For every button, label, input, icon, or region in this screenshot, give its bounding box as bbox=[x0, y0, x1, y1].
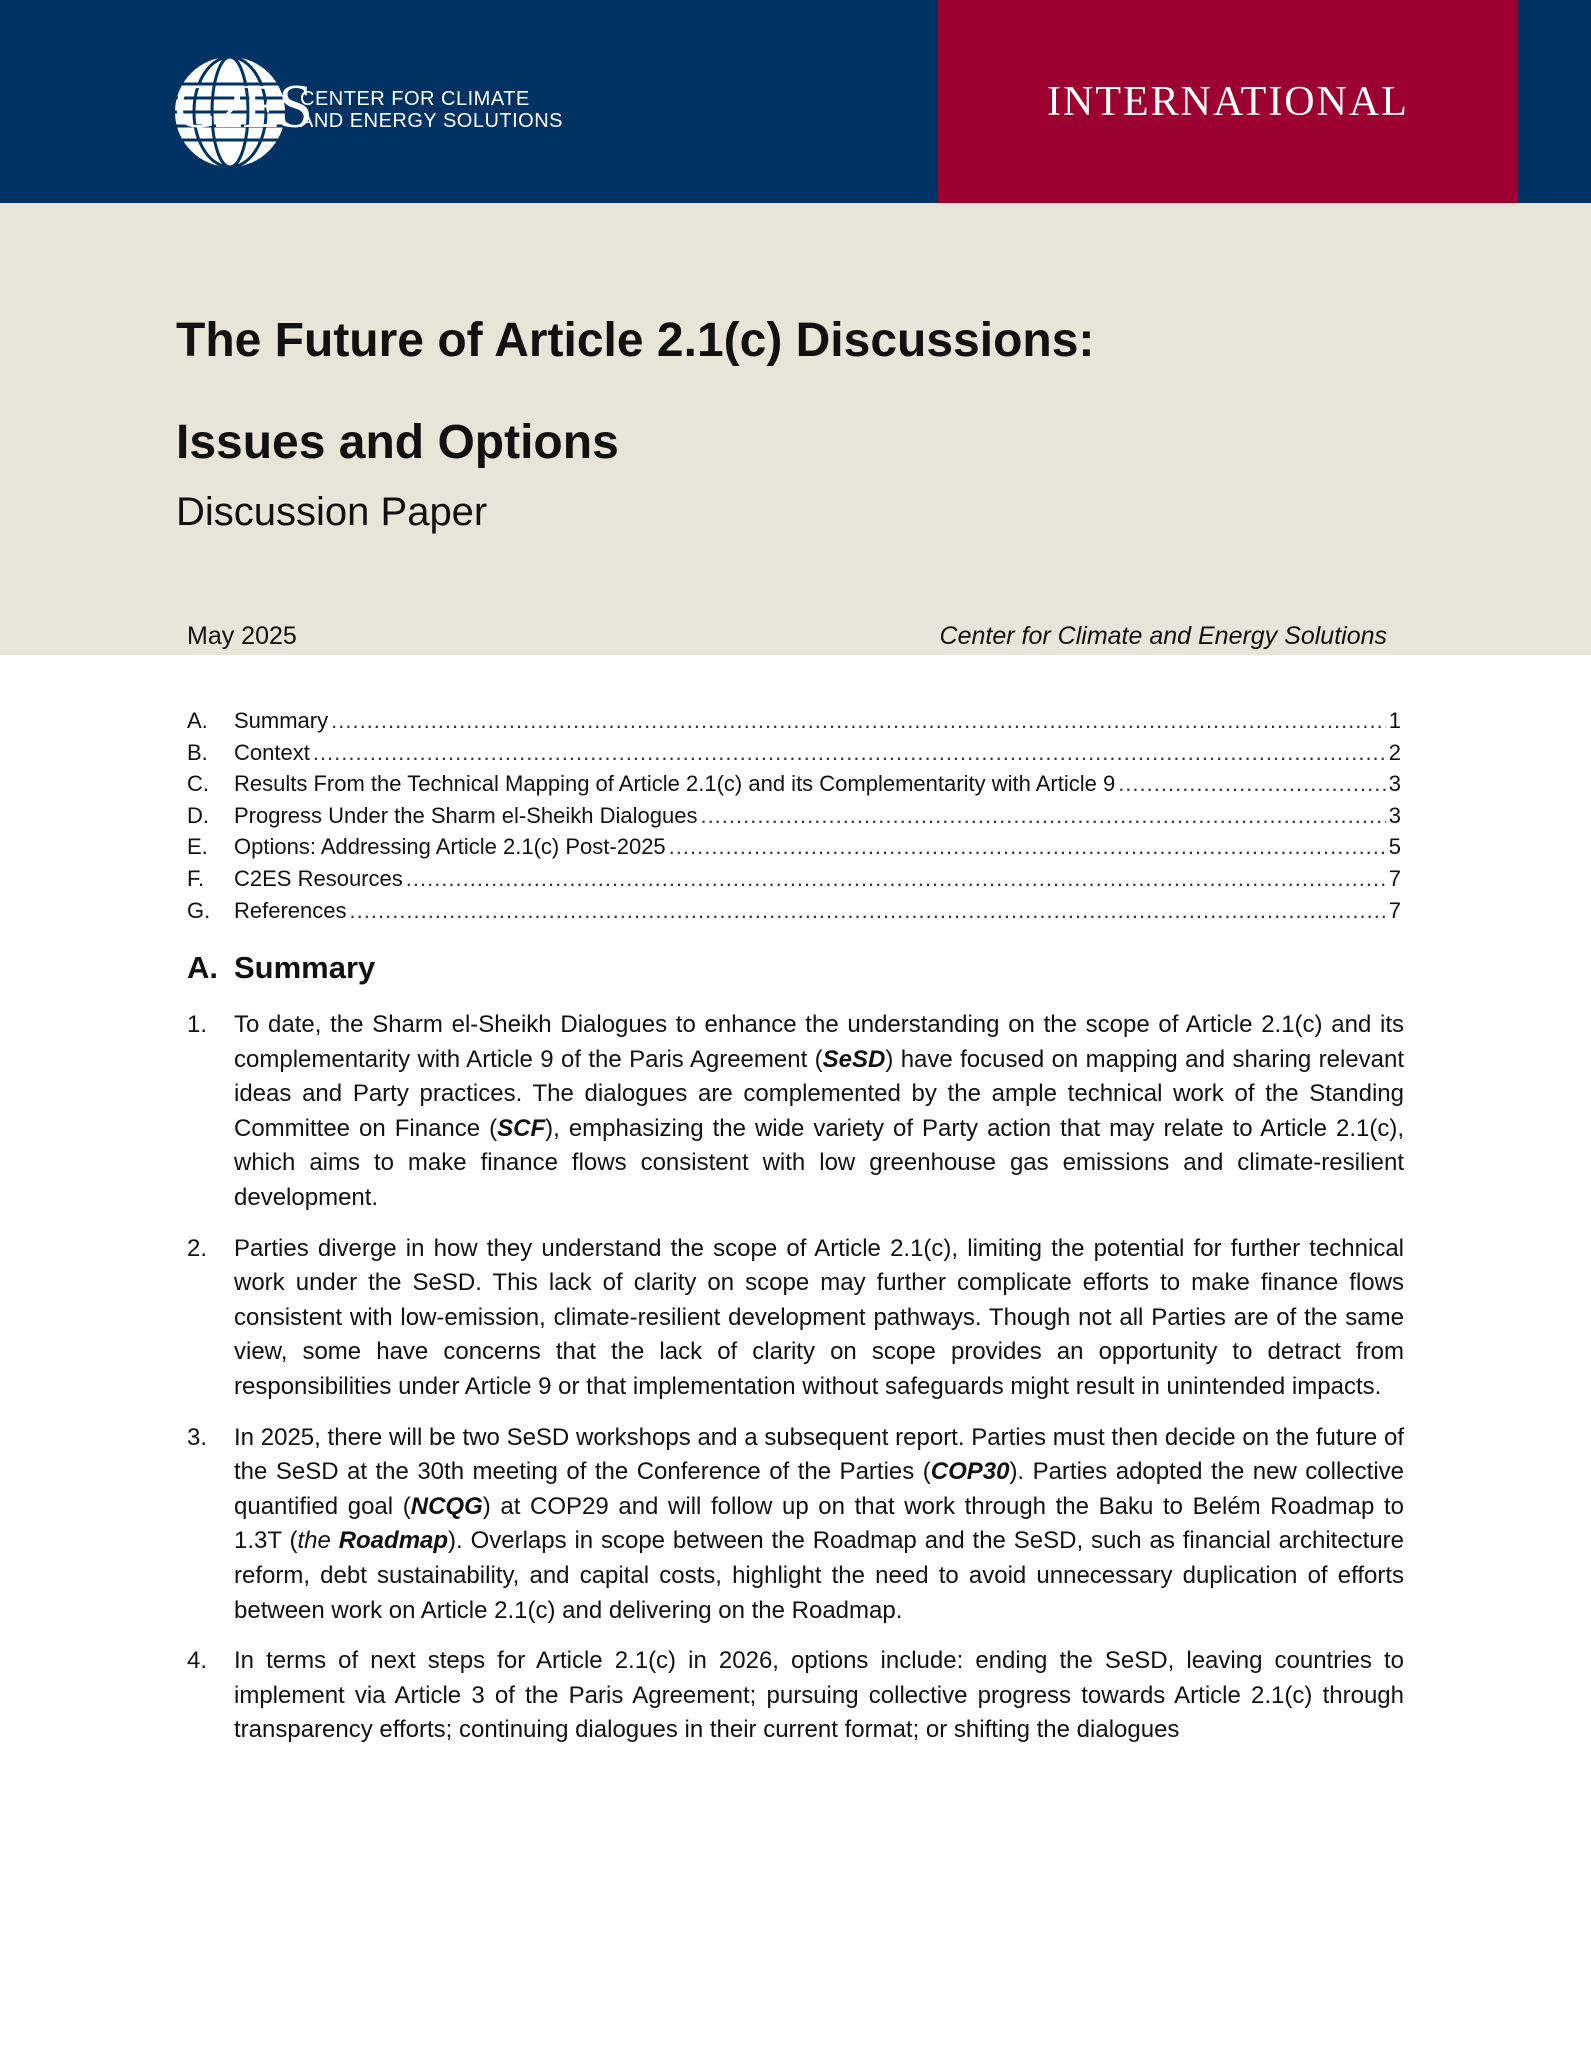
toc-title: Context bbox=[234, 739, 310, 765]
paragraph-text: Parties diverge in how they understand the scope of Article 2.1(c), limiting the potential for further technical work under the SeSD. This lack of clarity on scope may further complicate efforts to make finance flows consistent with low-emission, climate-resilient development pathways. Though not all Parties are of the same view, some have concerns that the lack of clarity on scope provides an opportunity to detract from responsibilities under Article 9 or that implementation without safeguards might result in unintended impacts. bbox=[234, 1234, 1404, 1400]
toc-leader bbox=[313, 737, 1386, 769]
section-letter: A. bbox=[187, 950, 218, 985]
toc-title: C2ES Resources bbox=[234, 865, 403, 891]
logo-line-2: AND ENERGY SOLUTIONS bbox=[300, 110, 564, 132]
toc-page: 5 bbox=[1388, 834, 1401, 860]
toc-letter: F. bbox=[187, 865, 205, 891]
toc-letter: D. bbox=[187, 802, 209, 828]
toc-title: Progress Under the Sharm el-Sheikh Dialogues bbox=[234, 802, 698, 828]
header-band bbox=[0, 0, 1591, 203]
paragraph-number: 3. bbox=[187, 1423, 208, 1451]
acronym: SCF bbox=[497, 1114, 546, 1142]
toc-leader bbox=[331, 705, 1386, 737]
toc-letter: B. bbox=[187, 739, 208, 765]
summary-paragraphs bbox=[187, 1008, 1404, 1764]
logo-line-1: CENTER FOR CLIMATE bbox=[300, 88, 530, 110]
section-label: INTERNATIONAL bbox=[1047, 79, 1409, 125]
list-item bbox=[187, 1644, 1404, 1748]
toc-leader bbox=[1118, 768, 1386, 800]
paragraph-number: 2. bbox=[187, 1234, 208, 1262]
paragraph-text bbox=[234, 1008, 1404, 1216]
toc-page: 3 bbox=[1388, 771, 1401, 797]
list-item bbox=[187, 1008, 1404, 1216]
text-run: In 2025, there will be two SeSD workshops and a subsequent report. Parties must then decide on the future of the SeSD at the 30th meeting of the Conference of the Parties ( bbox=[234, 1423, 1404, 1486]
toc-page: 3 bbox=[1388, 802, 1401, 828]
toc-page: 7 bbox=[1388, 865, 1401, 891]
list-item bbox=[187, 1232, 1404, 1405]
table-of-contents bbox=[187, 705, 1401, 926]
list-item bbox=[187, 1421, 1404, 1629]
paragraph-number: 4. bbox=[187, 1647, 208, 1675]
toc-letter: A. bbox=[187, 708, 208, 733]
toc-leader bbox=[406, 863, 1386, 895]
toc-entry[interactable] bbox=[187, 863, 1401, 895]
publication-date: May 2025 bbox=[187, 622, 297, 650]
toc-entry[interactable] bbox=[187, 895, 1401, 927]
acronym: NCQG bbox=[410, 1492, 483, 1520]
acronym: SeSD bbox=[822, 1045, 886, 1073]
logo-text bbox=[300, 88, 563, 132]
toc-page: 2 bbox=[1388, 739, 1401, 765]
section-title: Summary bbox=[234, 950, 376, 985]
page-subtitle: Discussion Paper bbox=[176, 490, 488, 534]
toc-entry[interactable] bbox=[187, 737, 1401, 769]
paragraph-text bbox=[234, 1421, 1404, 1629]
acronym: Roadmap bbox=[338, 1527, 449, 1555]
paragraph-number: 1. bbox=[187, 1011, 208, 1038]
toc-entry[interactable] bbox=[187, 768, 1401, 800]
text-run: To date, the Sharm el-Sheikh Dialogues to enhance the understanding on the scope of Article 2.1(c) and its complementarity with Article 9 of the Paris Agreement ( bbox=[234, 1011, 1404, 1073]
toc-letter: C. bbox=[187, 771, 209, 797]
toc-entry[interactable] bbox=[187, 705, 1401, 737]
toc-leader bbox=[350, 895, 1386, 927]
title-line-1: The Future of Article 2.1(c) Discussions: bbox=[176, 314, 1095, 367]
page-title bbox=[176, 290, 1476, 494]
acronym: COP30 bbox=[930, 1458, 1010, 1486]
toc-page: 1 bbox=[1388, 708, 1401, 733]
text-run: the bbox=[297, 1527, 339, 1555]
title-line-2: Issues and Options bbox=[176, 416, 619, 469]
c2es-logo[interactable] bbox=[172, 54, 592, 170]
toc-title: Options: Addressing Article 2.1(c) Post-2025 bbox=[234, 834, 666, 860]
paragraph-text: In terms of next steps for Article 2.1(c) in 2026, options include: ending the SeSD, leaving countries to implement via Article 3 of the Paris Agreement; pursuing collective progress towards Article 2.1(c) through transparency efforts; continuing dialogues in their current format; or shifting the dialogues bbox=[234, 1647, 1404, 1744]
text-run: ) at COP29 and will follow up on that work through the Baku to Belém Roadmap to 1.3T ( bbox=[234, 1492, 1405, 1555]
toc-letter: E. bbox=[187, 834, 208, 860]
toc-letter: G. bbox=[187, 897, 211, 923]
author-organization: Center for Climate and Energy Solutions bbox=[939, 622, 1387, 650]
toc-title: References bbox=[234, 897, 347, 923]
text-run: ). Parties adopted the new collective quantified goal ( bbox=[234, 1458, 1405, 1520]
toc-title: Results From the Technical Mapping of Article 2.1(c) and its Complementarity with Article 9 bbox=[234, 771, 1116, 797]
text-run: ) have focused on mapping and sharing relevant ideas and Party practices. The dialogues are complemented by the ample technical work of the Standing Committee on Finance ( bbox=[234, 1045, 1404, 1142]
section-heading bbox=[187, 950, 375, 986]
toc-page: 7 bbox=[1388, 897, 1401, 923]
toc-leader bbox=[669, 831, 1386, 863]
toc-entry[interactable] bbox=[187, 800, 1401, 832]
text-run: ), emphasizing the wide variety of Party action that may relate to Article 2.1(c), which aims to make finance flows consistent with low greenhouse gas emissions and climate-resilient development. bbox=[234, 1114, 1404, 1211]
logo-mark: C2ES bbox=[174, 73, 311, 141]
toc-leader bbox=[700, 800, 1385, 832]
toc-title: Summary bbox=[234, 708, 329, 733]
text-run: ). Overlaps in scope between the Roadmap and the SeSD, such as financial architecture reform, debt sustainability, and capital costs, highlight the need to avoid unnecessary duplication of efforts between work on Article 2.1(c) and delivering on the Roadmap. bbox=[234, 1527, 1405, 1624]
toc-entry[interactable] bbox=[187, 831, 1401, 863]
